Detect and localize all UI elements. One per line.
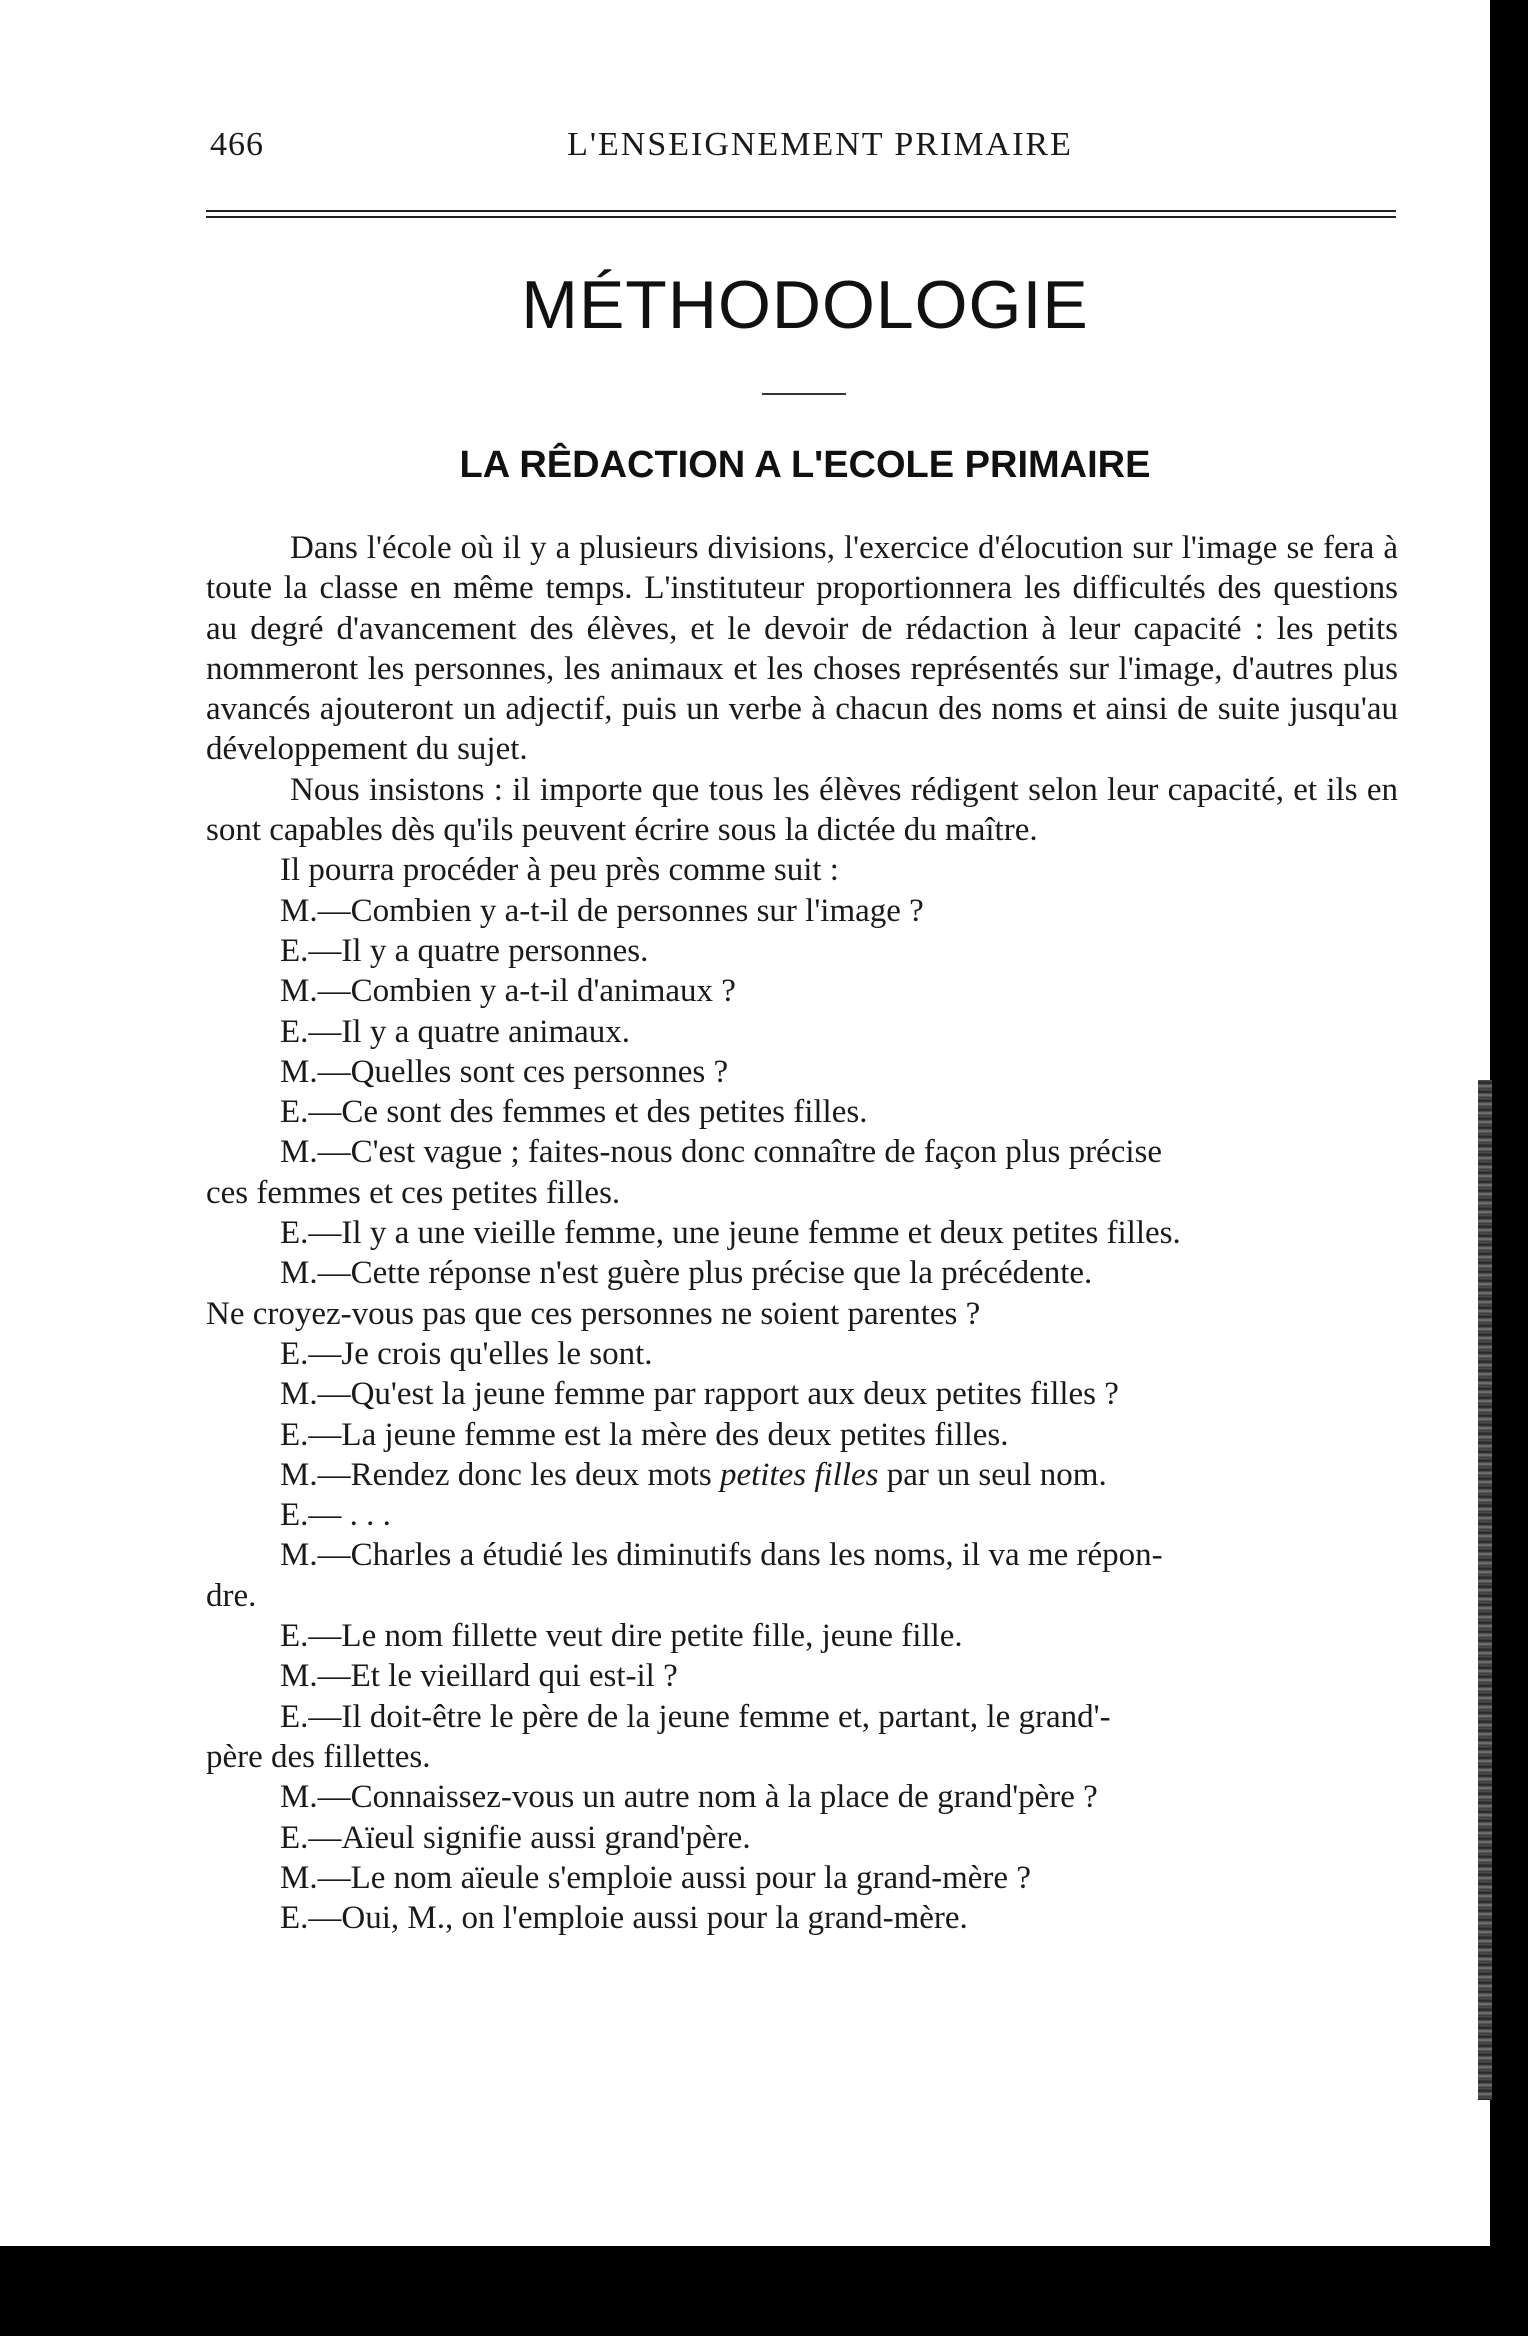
header-double-rule (206, 210, 1396, 218)
dialogue-line-continuation: Ne croyez-vous pas que ces personnes ne soient parentes ? (206, 1295, 981, 1332)
dialogue-line: M.—C'est vague ; faites-nous donc connaître de façon plus précise (280, 1134, 1163, 1171)
dialogue-line: E.—Il y a une vieille femme, une jeune femme et deux petites filles. (280, 1215, 1181, 1252)
dialogue-line: E.—Ce sont des femmes et des petites filles. (280, 1094, 868, 1131)
dialogue-line (206, 1455, 1398, 1495)
adjacent-page-edge (1478, 1080, 1492, 2100)
dialogue-line: M.—Charles a étudié les diminutifs dans les noms, il va me répon- (280, 1537, 1163, 1574)
dialogue-text: M.—Rendez donc les deux mots (280, 1456, 712, 1493)
dialogue-text: par un seul nom. (886, 1456, 1107, 1493)
article-title: LA RÊDACTION A L'ECOLE PRIMAIRE (459, 444, 1151, 486)
paragraph: Nous insistons : il importe que tous les élèves rédigent selon leur capacité, et ils en sont capables dès qu'ils peuvent écrire sous la dictée du maître. (206, 771, 1398, 849)
title-separator-rule (762, 393, 846, 395)
dialogue-line-continuation: père des fillettes. (206, 1738, 431, 1775)
dialogue-line-continuation: dre. (206, 1577, 257, 1614)
dialogue-line: M.—Quelles sont ces personnes ? (280, 1053, 729, 1090)
paragraph: Dans l'école où il y a plusieurs divisions, l'exercice d'élocution sur l'image se fera à toute la classe en même temps. L'instituteur proportionnera les difficultés des questions au degré d'avancement des élèves, et le devoir de rédaction à leur capacité : les petits nommeront les personnes, les animaux et les choses représentés sur l'image, d'autres plus avancés ajouteront un adjectif, puis un verbe à chacun des noms et ainsi de suite jusqu'au développement du sujet. (206, 530, 1398, 768)
dialogue-line: E.—Il y a quatre animaux. (280, 1013, 631, 1050)
dialogue-line: E.—Oui, M., on l'emploie aussi pour la grand-mère. (280, 1900, 968, 1937)
dialogue-line: E.—Aïeul signifie aussi grand'père. (280, 1819, 751, 1856)
dialogue-line: M.—Et le vieillard qui est-il ? (280, 1658, 678, 1695)
page-number: 466 (210, 126, 264, 163)
dialogue-line-continuation: ces femmes et ces petites filles. (206, 1174, 621, 1211)
dialogue-line: E.—La jeune femme est la mère des deux petites filles. (280, 1416, 1009, 1453)
running-title: L'ENSEIGNEMENT PRIMAIRE (567, 126, 1073, 163)
dialogue-line: E.—Le nom fillette veut dire petite fille, jeune fille. (280, 1618, 963, 1655)
dialogue-line: E.—Il y a quatre personnes. (280, 932, 649, 969)
dialogue-line: M.—Le nom aïeule s'emploie aussi pour la grand-mère ? (280, 1859, 1031, 1896)
scan-border-right (1490, 0, 1528, 2246)
section-title: MÉTHODOLOGIE (521, 267, 1089, 343)
dialogue-line: E.—Je crois qu'elles le sont. (280, 1335, 653, 1372)
scan-border-bottom (0, 2246, 1528, 2336)
italic-phrase: petites filles (719, 1456, 879, 1493)
dialogue-line: M.—Cette réponse n'est guère plus précise que la précédente. (280, 1255, 1093, 1292)
dialogue-line: E.—Il doit-être le père de la jeune femme et, partant, le grand'- (280, 1698, 1111, 1735)
article-body (206, 528, 1398, 1938)
dialogue-intro: Il pourra procéder à peu près comme suit : (280, 852, 839, 889)
dialogue-line: M.—Combien y a-t-il de personnes sur l'image ? (280, 892, 924, 929)
dialogue-line: E.— . . . (280, 1497, 391, 1534)
dialogue-line: M.—Qu'est la jeune femme par rapport aux deux petites filles ? (280, 1376, 1119, 1413)
dialogue-line: M.—Connaissez-vous un autre nom à la place de grand'père ? (280, 1779, 1098, 1816)
dialogue-line: M.—Combien y a-t-il d'animaux ? (280, 973, 736, 1010)
